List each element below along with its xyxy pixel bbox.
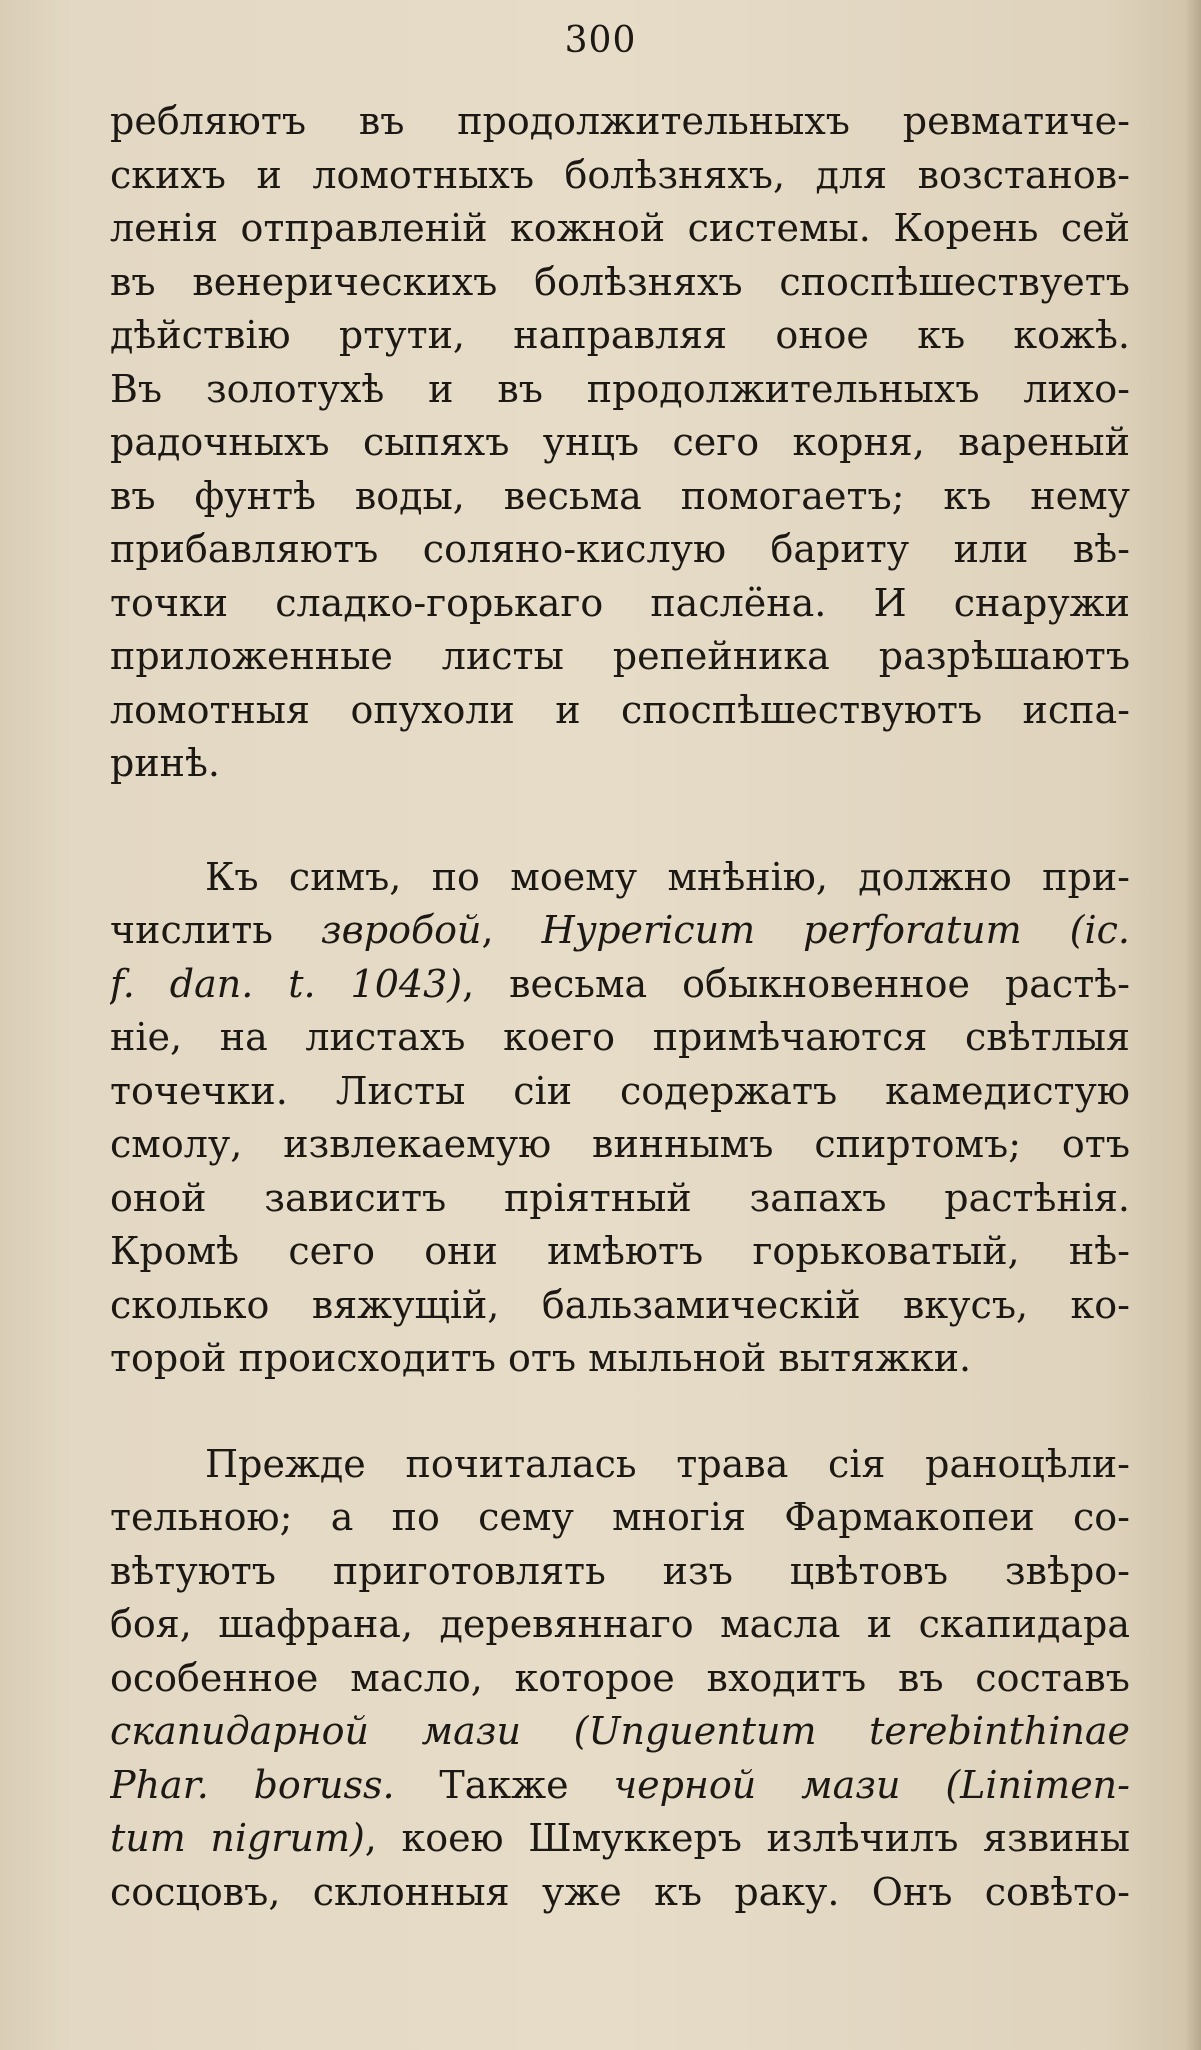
text-line: tum nigrum), коею Шмуккеръ излѣчилъ язвины bbox=[110, 1816, 1130, 1860]
text-line: f. dan. t. 1043), весьма обыкновенное растѣ- bbox=[110, 961, 1130, 1006]
italic-text: звробой bbox=[320, 908, 482, 952]
italic-text: Phar. boruss. bbox=[110, 1762, 395, 1807]
text-line: дѣйствію ртути, направляя оное къ кожѣ. bbox=[110, 313, 1130, 357]
page-number: 300 bbox=[564, 20, 637, 61]
text-line: сколько вяжущій, бальзамическій вкусъ, ко- bbox=[110, 1282, 1130, 1327]
paragraph-1 bbox=[110, 95, 1130, 791]
text-line: Кромѣ сего они имѣютъ горьковатый, нѣ- bbox=[110, 1229, 1130, 1273]
text-line: ринѣ. bbox=[110, 741, 220, 785]
italic-text: f. dan. t. 1043) bbox=[110, 961, 463, 1006]
text-line: числить звробой, Hypericum perforatum (ic. bbox=[110, 908, 1130, 952]
paragraph-2 bbox=[110, 851, 1130, 1386]
text-line: сосцовъ, склонныя уже къ раку. Онъ совѣто- bbox=[110, 1869, 1130, 1914]
text-line: вѣтуютъ приготовлять изъ цвѣтовъ звѣро- bbox=[110, 1548, 1130, 1593]
text-line: смолу, извлекаемую виннымъ спиртомъ; отъ bbox=[110, 1122, 1130, 1166]
text-line: ніе, на листахъ коего примѣчаются свѣтлыя bbox=[110, 1015, 1130, 1059]
italic-text: Hypericum perforatum (ic. bbox=[541, 908, 1130, 952]
italic-text: tum nigrum) bbox=[110, 1816, 365, 1860]
text-line: Phar. boruss. Также черной мази (Linimen- bbox=[110, 1762, 1130, 1807]
text-line: Прежде почиталась трава сія раноцѣли- bbox=[205, 1441, 1130, 1486]
text-line: точки сладко-горькаго паслёна. И снаружи bbox=[110, 580, 1130, 625]
text-line: приложенные листы репейника разрѣшаютъ bbox=[110, 634, 1130, 678]
paragraph-3 bbox=[110, 1438, 1130, 1920]
page-edge-shadow bbox=[1185, 0, 1201, 2050]
text-line: оной зависитъ пріятный запахъ растѣнія. bbox=[110, 1175, 1130, 1220]
text-line: торой происходитъ отъ мыльной вытяжки. bbox=[110, 1336, 972, 1380]
text-line: въ фунтѣ воды, весьма помогаетъ; къ нему bbox=[110, 473, 1130, 518]
text-line: боя, шафрана, деревяннаго масла и скапидара bbox=[110, 1602, 1130, 1646]
text-line: Къ симъ, по моему мнѣнію, должно при- bbox=[205, 854, 1130, 899]
text-line: тельною; а по сему многія Фармакопеи со- bbox=[110, 1495, 1130, 1539]
text-line: прибавляютъ соляно-кислую бариту или вѣ- bbox=[110, 527, 1130, 571]
text-line: точечки. Листы сіи содержатъ камедистую bbox=[110, 1068, 1130, 1113]
text-line: ленія отправленій кожной системы. Корень сей bbox=[110, 206, 1130, 250]
text-line: особенное масло, которое входитъ въ составъ bbox=[110, 1655, 1130, 1700]
text-line: радочныхъ сыпяхъ унцъ сего корня, вареный bbox=[110, 420, 1130, 464]
text-line: ломотныя опухоли и споспѣшествуютъ испа- bbox=[110, 687, 1130, 732]
text-line: скихъ и ломотныхъ болѣзняхъ, для возстанов- bbox=[110, 152, 1130, 197]
italic-text: черной мази (Linimen- bbox=[613, 1762, 1130, 1807]
italic-text: скапидарной мази (Unguentum terebinthinae bbox=[110, 1709, 1130, 1753]
text-line: въ венерическихъ болѣзняхъ споспѣшествуетъ bbox=[110, 259, 1130, 304]
text-line: Въ золотухѣ и въ продолжительныхъ лихо- bbox=[110, 366, 1130, 411]
text-line bbox=[110, 1705, 1130, 1759]
page-text bbox=[110, 95, 1130, 1919]
text-line: ребляютъ въ продолжительныхъ ревматиче- bbox=[110, 99, 1130, 143]
